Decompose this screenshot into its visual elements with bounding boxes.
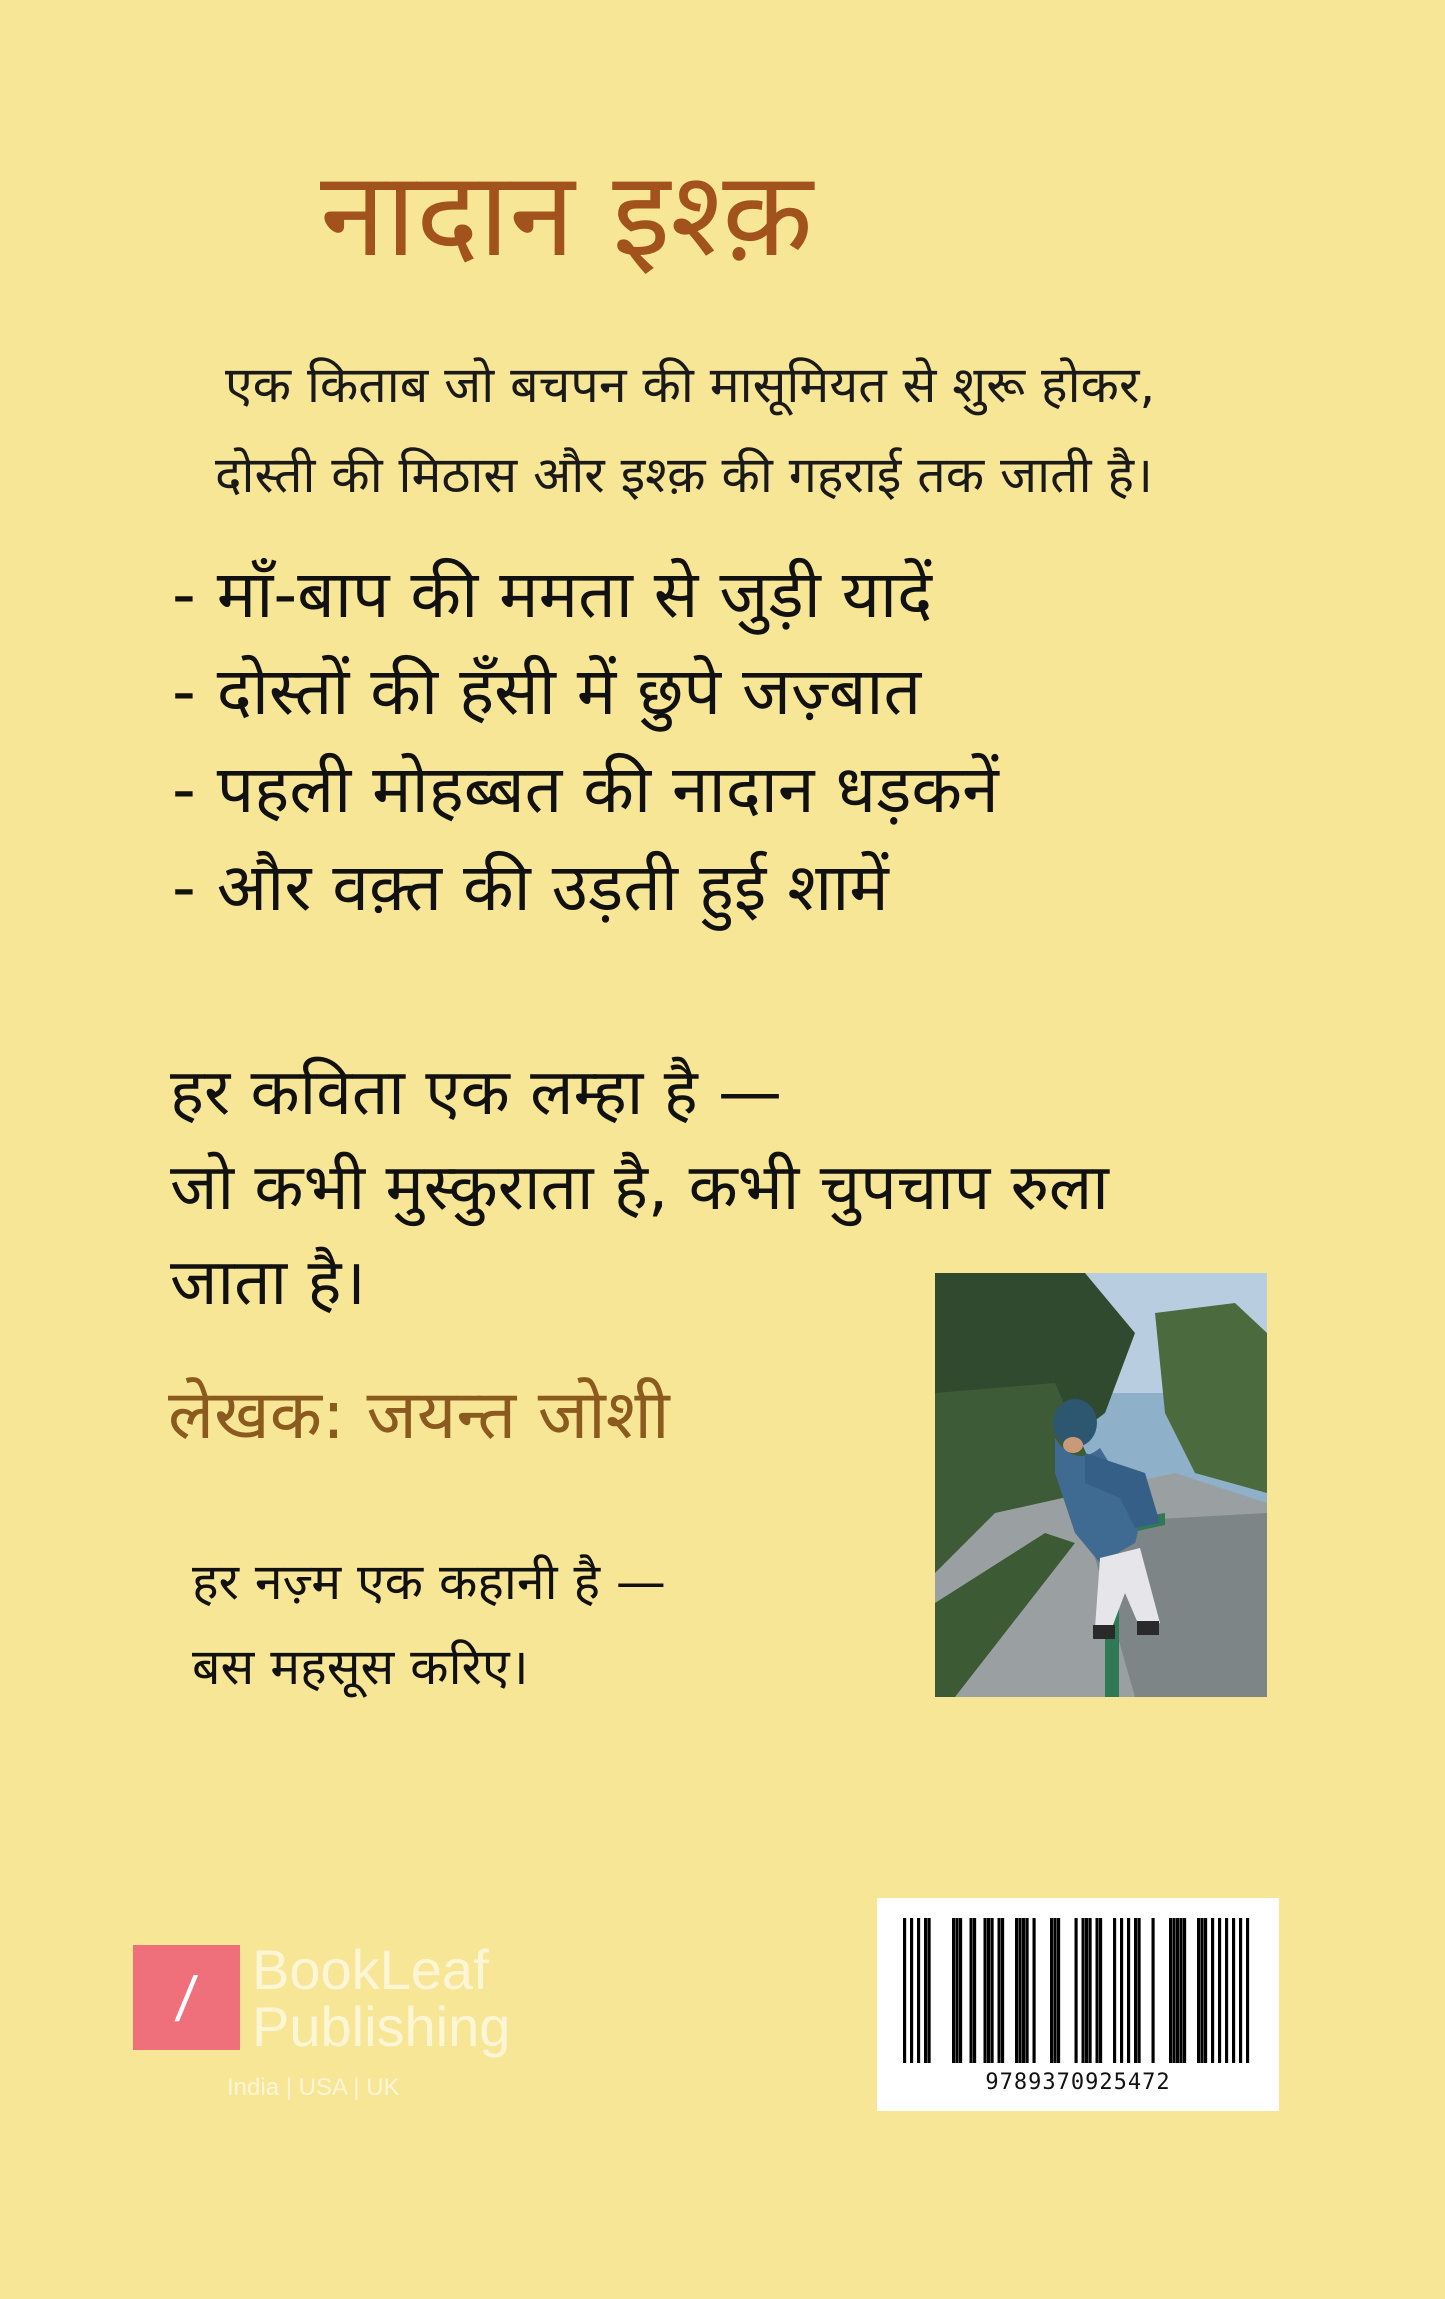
barcode-bar (970, 1918, 973, 2063)
verse-line-1: हर कविता एक लम्हा है — (170, 1056, 783, 1130)
slash-icon: / (173, 1965, 200, 2030)
barcode-bar (1183, 1918, 1186, 2063)
author-name: लेखक: जयन्त जोशी (168, 1376, 670, 1455)
barcode-bar (1033, 1918, 1036, 2063)
barcode-bar (1218, 1918, 1221, 2063)
barcode-bar (1089, 1918, 1092, 2063)
barcode-bar (917, 1918, 920, 2063)
barcode-bar (1082, 1918, 1085, 2063)
barcode-bar (1099, 1918, 1102, 2063)
barcode-bar (1134, 1918, 1137, 2063)
barcode-bar (1173, 1918, 1176, 2063)
barcode-bar (991, 1918, 994, 2063)
barcode-bar (959, 1918, 962, 2063)
publisher-logo-mark (133, 1945, 240, 2050)
barcode-bar (952, 1918, 955, 2063)
barcode-bar (1019, 1918, 1022, 2063)
barcode-bar (1001, 1918, 1004, 2063)
tagline-line-2: बस महसूस करिए। (192, 1638, 529, 1696)
barcode-bar (1197, 1918, 1200, 2063)
barcode-bar (973, 1918, 976, 2063)
barcode-bar (1176, 1918, 1179, 2063)
barcode-bar (928, 1918, 931, 2063)
barcode-bar (1054, 1918, 1057, 2063)
barcode-bar (1239, 1918, 1242, 2063)
bullet-item: - और वक़्त की उड़ती हुई शामें (172, 849, 889, 926)
publisher-regions: India | USA | UK (227, 2074, 400, 2101)
barcode-bar (1169, 1918, 1172, 2063)
barcode-bar (956, 1918, 959, 2063)
barcode-bar (1204, 1918, 1207, 2063)
verse-line-3: जाता है। (170, 1246, 366, 1320)
barcode-bar (1225, 1918, 1228, 2063)
isbn-barcode (877, 1898, 1279, 2111)
barcode-bar (1113, 1918, 1116, 2063)
barcode-bar (1152, 1918, 1155, 2063)
bullet-item: - पहली मोहब्बत की नादान धड़कनें (172, 751, 999, 828)
tagline-line-1: हर नज़्म एक कहानी है — (192, 1553, 666, 1611)
barcode-bar (1120, 1918, 1123, 2063)
book-title: नादान इश्क़ (320, 145, 813, 283)
barcode-bar (1127, 1918, 1130, 2063)
barcode-bar (1180, 1918, 1183, 2063)
verse-line-2: जो कभी मुस्कुराता है, कभी चुपचाप रुला (170, 1151, 1109, 1225)
barcode-bar (1085, 1918, 1088, 2063)
barcode-bar (1232, 1918, 1235, 2063)
intro-line-2: दोस्ती की मिठास और इश्क़ की गहराई तक जाती है। (215, 446, 1153, 504)
barcode-bar (1026, 1918, 1029, 2063)
isbn-number: 9789370925472 (985, 2070, 1171, 2095)
intro-line-1: एक किताब जो बचपन की मासूमियत से शुरू होकर, (225, 356, 1156, 414)
barcode-bar (1075, 1918, 1078, 2063)
barcode-bar (1096, 1918, 1099, 2063)
barcode-bar (1057, 1918, 1060, 2063)
publisher-name-line-2: Publishing (252, 1995, 511, 2058)
author-photo (935, 1273, 1267, 1697)
barcode-bar (903, 1918, 906, 2063)
barcode-bar (1138, 1918, 1141, 2063)
barcode-bar (1201, 1918, 1204, 2063)
barcode-bar (1015, 1918, 1018, 2063)
barcode-bar (984, 1918, 987, 2063)
barcode-bar (910, 1918, 913, 2063)
barcode-bar (1022, 1918, 1025, 2063)
barcode-bars (903, 1918, 1253, 2068)
barcode-bar (1050, 1918, 1053, 2063)
barcode-bar (987, 1918, 990, 2063)
bullet-item: - माँ-बाप की ममता से जुड़ी यादें (172, 556, 933, 633)
publisher-name-line-1: BookLeaf (252, 1938, 489, 2001)
barcode-bar (924, 1918, 927, 2063)
barcode-bar (998, 1918, 1001, 2063)
bullet-item: - दोस्तों की हँसी में छुपे जज़्बात (172, 653, 922, 730)
barcode-bar (1246, 1918, 1249, 2063)
barcode-bar (1211, 1918, 1214, 2063)
